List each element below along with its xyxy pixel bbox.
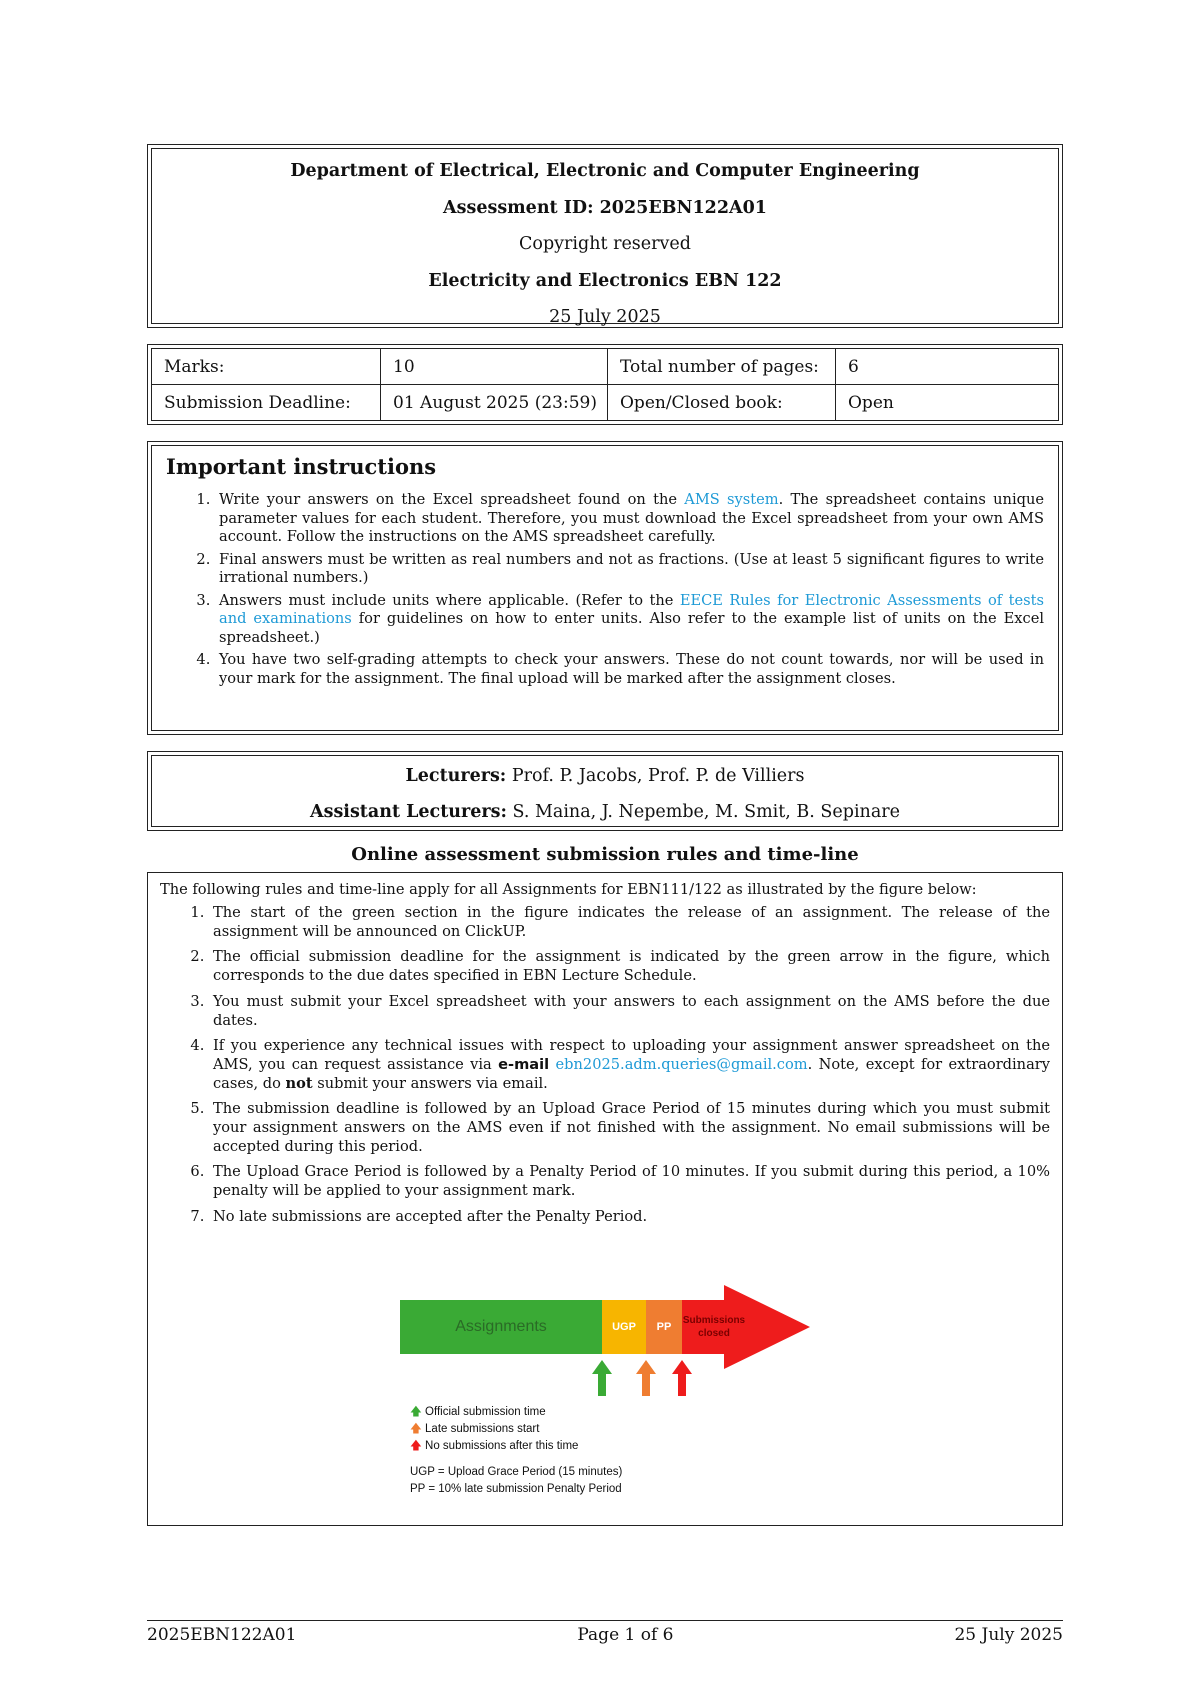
list-item: 2. Final answers must be written as real numbers and not as fractions. (Use at least 5 significant figures to write irrational numbers.) xyxy=(215,551,1044,588)
rule-text: . Note, except for extraordinary cases, do xyxy=(213,1055,1050,1092)
assignments-label: Assignments xyxy=(455,1318,547,1335)
list-item xyxy=(215,491,1044,547)
email-link[interactable]: ebn2025.adm.queries@gmail.com xyxy=(555,1055,808,1073)
table-row xyxy=(152,349,1059,385)
footer-page-number: Page 1 of 6 xyxy=(577,1625,674,1645)
instructions-title: Important instructions xyxy=(166,454,437,479)
red-arrow-icon: 🡅 xyxy=(410,1440,422,1452)
no-submissions-arrow-icon xyxy=(672,1360,692,1396)
table-row xyxy=(152,385,1059,421)
department-name: Department of Electrical, Electronic and Computer Engineering xyxy=(290,161,920,181)
closed-label-line1: Submissions xyxy=(682,1315,746,1326)
legend-none-text: No submissions after this time xyxy=(425,1440,579,1452)
marks-table-box xyxy=(147,344,1063,425)
closed-label xyxy=(684,1300,744,1354)
green-arrow-icon: 🡅 xyxy=(410,1406,422,1418)
assistants-label: Assistant Lecturers: xyxy=(310,802,507,822)
ugp-segment xyxy=(602,1300,646,1354)
list-item: 6. The Upload Grace Period is followed by a Penalty Period of 10 minutes. If you submit during this period, a 10% penalty will be applied to your assignment mark. xyxy=(209,1163,1050,1200)
list-item: 3. You must submit your Excel spreadsheet with your answers to each assignment on the AMS before the due dates. xyxy=(209,993,1050,1030)
timeline-figure xyxy=(252,1300,812,1495)
eece-rules-link[interactable]: EECE Rules for Electronic Assessments of tests and examinations xyxy=(219,591,1044,628)
instructions-box xyxy=(147,441,1063,735)
list-item: 2. The official submission deadline for the assignment is indicated by the green arrow in the figure, which corresponds to the due dates specified in EBN Lecture Schedule. xyxy=(209,948,1050,985)
assistants-names: S. Maina, J. Nepembe, M. Smit, B. Sepinare xyxy=(506,802,900,822)
legend-official-text: Official submission time xyxy=(425,1406,546,1418)
book-value: Open xyxy=(836,385,1059,421)
pages-value: 6 xyxy=(836,349,1059,385)
ugp-label: UGP xyxy=(612,1321,636,1333)
page-footer xyxy=(147,1620,1063,1645)
section-title: Online assessment submission rules and time-line xyxy=(351,844,859,865)
course-title: Electricity and Electronics EBN 122 xyxy=(428,270,782,291)
assistants-line xyxy=(152,802,1058,838)
assignments-segment xyxy=(400,1300,602,1354)
list-item xyxy=(215,592,1044,648)
marks-label: Marks: xyxy=(152,349,381,385)
deadline-label: Submission Deadline: xyxy=(152,385,381,421)
legend-none xyxy=(410,1438,578,1457)
header-box xyxy=(147,144,1063,328)
list-item: 7. No late submissions are accepted after the Penalty Period. xyxy=(209,1208,1050,1227)
deadline-value: 01 August 2025 (23:59) xyxy=(381,385,608,421)
lecturers-names: Prof. P. Jacobs, Prof. P. de Villiers xyxy=(506,766,805,786)
footer-date: 25 July 2025 xyxy=(954,1625,1063,1645)
rule-text: submit your answers via email. xyxy=(312,1074,548,1092)
instructions-list xyxy=(166,491,1044,689)
rules-intro: The following rules and time-line apply for all Assignments for EBN111/122 as illustrated by the figure below: xyxy=(160,881,977,898)
rule-emphasis: not xyxy=(285,1074,313,1092)
pp-segment xyxy=(646,1300,682,1354)
legend-late-text: Late submissions start xyxy=(425,1423,540,1435)
instruction-text: Answers must include units where applicable. (Refer to the xyxy=(219,591,680,609)
list-item xyxy=(209,1037,1050,1093)
instruction-text: for guidelines on how to enter units. Also refer to the example list of units on the Excel spreadsheet.) xyxy=(219,610,1044,646)
definition-ugp: UGP = Upload Grace Period (15 minutes) xyxy=(410,1466,623,1478)
orange-arrow-icon: 🡅 xyxy=(410,1423,422,1435)
rules-list xyxy=(160,904,1050,1227)
instruction-text: Write your answers on the Excel spreadsheet found on the xyxy=(219,491,685,508)
closed-label-line2: closed xyxy=(698,1328,730,1339)
email-label: e-mail xyxy=(498,1055,550,1073)
rule-text: If you experience any technical issues with respect to uploading your assignment answer spreadsheet on the AMS, you can request assistance via xyxy=(213,1037,1050,1073)
official-time-arrow-icon xyxy=(592,1360,612,1396)
pages-label: Total number of pages: xyxy=(608,349,836,385)
lecturers-box xyxy=(147,751,1063,831)
late-start-arrow-icon xyxy=(636,1360,656,1396)
assessment-id: Assessment ID: 2025EBN122A01 xyxy=(443,197,767,218)
copyright-notice: Copyright reserved xyxy=(519,234,691,254)
header-date: 25 July 2025 xyxy=(549,307,661,327)
definition-pp: PP = 10% late submission Penalty Period xyxy=(410,1483,622,1495)
list-item: 5. The submission deadline is followed by an Upload Grace Period of 15 minutes during which you must submit your assignment answers on the AMS even if not finished with the assignment. No email submissions will be accepted during this period. xyxy=(209,1100,1050,1156)
list-item: 4. You have two self-grading attempts to check your answers. These do not count towards, nor will be used in your mark for the assignment. The final upload will be marked after the assignment closes. xyxy=(215,651,1044,688)
ams-system-link[interactable]: AMS system xyxy=(684,491,779,508)
marks-table xyxy=(151,348,1059,421)
book-label: Open/Closed book: xyxy=(608,385,836,421)
pp-label: PP xyxy=(656,1321,672,1333)
marks-value: 10 xyxy=(381,349,608,385)
instruction-text: . The spreadsheet contains unique parameter values for each student. Therefore, you must download the Excel spreadsheet from your own AMS account. Follow the instructions on the AMS spreadsheet carefully. xyxy=(219,491,1044,546)
footer-assessment-id: 2025EBN122A01 xyxy=(147,1625,297,1645)
lecturers-label: Lecturers: xyxy=(405,766,507,786)
list-item: 1. The start of the green section in the figure indicates the release of an assignment. The release of the assignment will be announced on ClickUP. xyxy=(209,904,1050,941)
lecturers-line xyxy=(152,766,1058,802)
